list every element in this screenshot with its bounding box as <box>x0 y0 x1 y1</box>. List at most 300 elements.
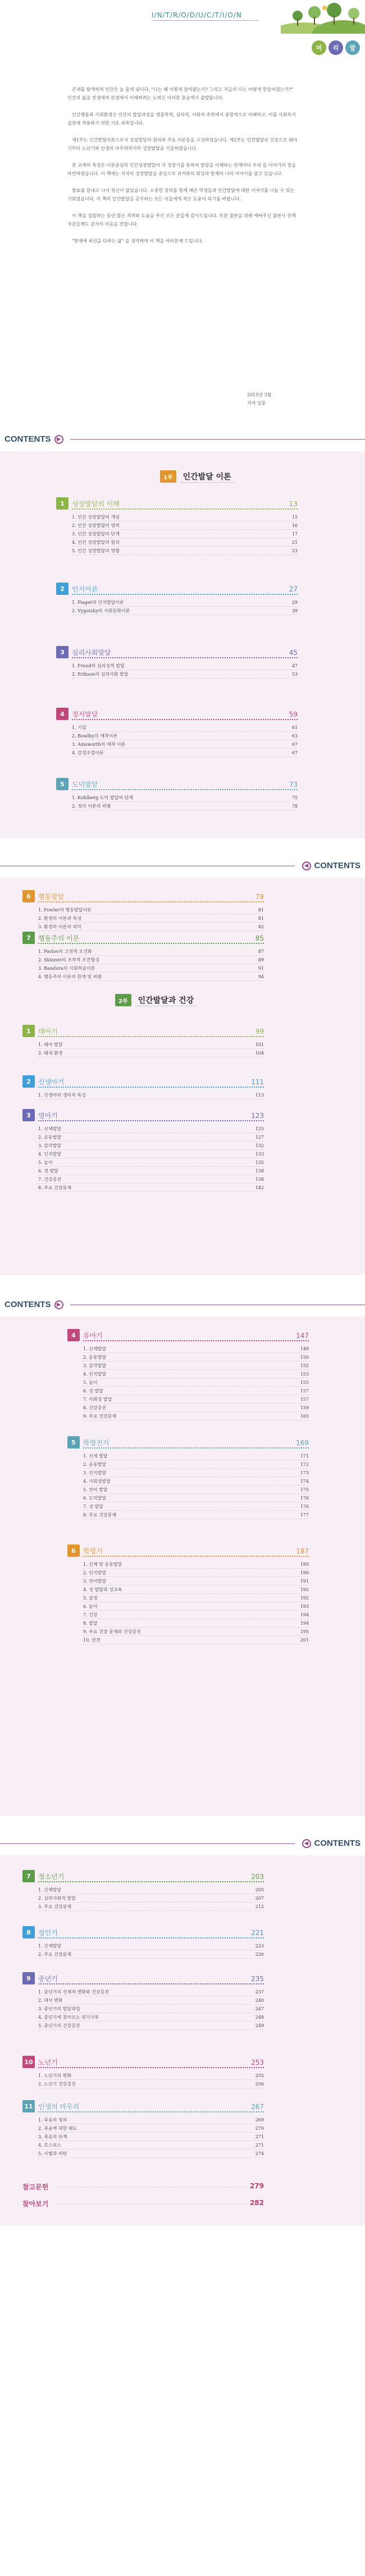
section-entry[interactable] <box>72 740 298 749</box>
section-page: 67 <box>291 750 298 755</box>
section-entry[interactable] <box>83 1477 309 1486</box>
part-heading <box>160 469 235 484</box>
section-entry[interactable] <box>83 1585 309 1594</box>
chapter-rule <box>38 1087 264 1088</box>
arrow-left-icon: ◀ <box>302 861 311 870</box>
contents-page-2 <box>0 878 365 1275</box>
section-entry[interactable] <box>83 1378 309 1387</box>
chapter-heading[interactable] <box>22 889 264 902</box>
section-title: 7. 사회성 발달 <box>83 1397 112 1402</box>
chapter-heading[interactable] <box>67 1543 309 1557</box>
section-title: 1. 인간 성장발달의 개념 <box>72 515 120 520</box>
part-badge: 2부 <box>115 994 131 1006</box>
section-entry[interactable] <box>83 1611 309 1619</box>
chapter-number: 5 <box>56 778 69 790</box>
section-entry[interactable] <box>38 923 264 931</box>
section-entry[interactable] <box>38 1894 264 1903</box>
chapter-block <box>22 2099 264 2158</box>
section-entry[interactable] <box>83 1636 309 1644</box>
chapter-title[interactable]: 행동발달 <box>38 893 65 901</box>
section-title: 2. 환경의 이론과 특성 <box>38 916 82 921</box>
section-title: 2. 운동발달 <box>38 1135 62 1140</box>
part-badge: 1부 <box>160 470 176 483</box>
section-title: 1. Pavlov의 고전적 조건화 <box>38 949 92 954</box>
section-entry[interactable] <box>38 956 264 964</box>
chapter-block <box>22 1925 264 1959</box>
section-page: 15 <box>291 515 298 520</box>
chapter-title[interactable]: 심리사회발달 <box>72 649 111 657</box>
section-title: 3. 인간 성장발달의 단계 <box>72 531 120 537</box>
section-title: 2. 인지발달 <box>83 1570 107 1575</box>
section-entry[interactable] <box>38 2071 264 2080</box>
section-entry[interactable] <box>83 1511 309 1519</box>
section-page: 142 <box>255 1185 264 1190</box>
section-page: 127 <box>255 1135 264 1140</box>
chapter-rule <box>38 2111 264 2112</box>
section-list <box>38 906 264 931</box>
section-entry[interactable] <box>83 1387 309 1395</box>
section-entry[interactable] <box>83 1619 309 1628</box>
section-page: 133 <box>255 1152 264 1157</box>
chapter-heading[interactable] <box>56 496 298 510</box>
section-title: 6. 도덕발달 <box>83 1496 107 1501</box>
hills-illustration <box>281 0 365 34</box>
section-page: 75 <box>291 795 298 800</box>
section-title: 4. 인지발달 <box>38 1152 62 1157</box>
section-page: 21 <box>291 540 298 545</box>
section-entry[interactable] <box>83 1404 309 1412</box>
chapter-rule <box>72 508 298 510</box>
contents-heading <box>302 861 361 870</box>
chapter-number: 4 <box>67 1329 80 1341</box>
section-page: 47 <box>291 663 298 668</box>
chapter-heading[interactable] <box>56 645 298 658</box>
section-entry[interactable] <box>38 2080 264 2088</box>
section-entry[interactable] <box>38 2116 264 2124</box>
chapter-block <box>56 581 298 615</box>
section-entry[interactable] <box>38 1175 264 1184</box>
intro-body <box>67 85 298 254</box>
section-entry[interactable] <box>38 1091 264 1099</box>
section-entry[interactable] <box>72 670 298 679</box>
chapter-page: 85 <box>255 934 264 942</box>
section-page: 195 <box>300 1629 309 1634</box>
section-entry[interactable] <box>38 2013 264 2022</box>
section-page: 226 <box>255 1952 264 1957</box>
intro-title: I/N/T/R/O/D/U/C/T/I/O/N <box>152 11 242 19</box>
section-entry[interactable] <box>83 1560 309 1569</box>
chapter-title[interactable]: 노년기 <box>38 2059 58 2066</box>
chapter-rule <box>72 789 298 790</box>
section-title: 7. 건강증진 <box>38 1177 62 1182</box>
section-entry[interactable] <box>38 1942 264 1950</box>
section-page: 205 <box>255 1887 264 1892</box>
section-page: 87 <box>258 949 264 954</box>
section-title: 1. Kohlberg 도덕 발달의 단계 <box>72 795 133 800</box>
section-list <box>38 1942 264 1959</box>
divider <box>70 439 365 440</box>
contents-label: CONTENTS <box>314 1839 361 1848</box>
chapter-rule <box>38 901 264 902</box>
section-title: 3. Bandura의 사회학습이론 <box>38 966 95 971</box>
section-entry[interactable] <box>72 723 298 732</box>
section-page: 155 <box>300 1380 309 1385</box>
contents-band <box>0 432 365 447</box>
section-page: 67 <box>291 742 298 747</box>
section-list <box>38 1886 264 1911</box>
section-list <box>72 662 298 679</box>
section-entry[interactable] <box>38 973 264 981</box>
section-list <box>83 1560 309 1644</box>
section-page: 29 <box>291 600 298 605</box>
section-title: 6. 놀이 <box>83 1604 98 1609</box>
section-page: 150 <box>300 1355 309 1360</box>
chapter-heading[interactable] <box>22 1925 264 1938</box>
section-page: 271 <box>255 2134 264 2139</box>
section-page: 23 <box>291 548 298 553</box>
chapter-number: 8 <box>22 1926 35 1938</box>
section-list <box>72 513 298 555</box>
section-entry[interactable] <box>72 802 298 810</box>
chapter-page: 123 <box>251 1112 264 1120</box>
section-page: 175 <box>300 1487 309 1492</box>
section-entry[interactable] <box>83 1486 309 1494</box>
section-entry[interactable] <box>72 662 298 670</box>
section-page: 159 <box>300 1405 309 1410</box>
section-entry[interactable] <box>38 1988 264 1996</box>
section-entry[interactable] <box>83 1362 309 1370</box>
section-title: 2. 노년기 건강증진 <box>38 2082 76 2087</box>
section-entry[interactable] <box>83 1469 309 1477</box>
section-entry[interactable] <box>83 1345 309 1353</box>
section-title: 8. 발달 <box>83 1621 98 1626</box>
section-entry[interactable] <box>38 2133 264 2141</box>
back-matter-title: 참고문헌 <box>22 2183 49 2191</box>
contents-band <box>0 859 365 873</box>
section-title: 4. 인지발달 <box>83 1372 107 1377</box>
section-entry[interactable] <box>83 1412 309 1420</box>
section-entry[interactable] <box>83 1460 309 1469</box>
section-title: 3. Ainsworth의 애착 이론 <box>72 742 126 747</box>
section-entry[interactable] <box>72 598 298 607</box>
section-page: 125 <box>255 1126 264 1131</box>
chapter-title[interactable]: 행동주의 이론 <box>38 934 80 942</box>
intro-paragraph: "현재에 최선을 다하는 삶" 을 생각하며 이 책을 여러분께 드립니다. <box>72 239 203 244</box>
spacer <box>0 1275 365 1298</box>
section-list <box>38 1125 264 1192</box>
section-entry[interactable] <box>38 1996 264 2005</box>
section-title: 4. 인간 성장발달의 원리 <box>72 540 120 545</box>
section-page: 82 <box>258 924 264 929</box>
section-entry[interactable] <box>38 1903 264 1911</box>
section-list <box>38 2116 264 2158</box>
section-title: 2. 인간 성장발달의 영역 <box>72 523 120 528</box>
contents-label: CONTENTS <box>4 434 51 444</box>
section-entry[interactable] <box>72 513 298 521</box>
back-matter-page: 282 <box>249 2199 264 2207</box>
chapter-number: 5 <box>67 1436 80 1449</box>
chapter-rule <box>72 594 298 595</box>
section-entry[interactable] <box>83 1628 309 1636</box>
section-title: 1. Fowler의 행동발달이론 <box>38 907 92 913</box>
section-entry[interactable] <box>38 947 264 956</box>
section-title: 5. 놀이 <box>83 1380 98 1385</box>
section-entry[interactable] <box>38 1167 264 1175</box>
chapter-title[interactable]: 학령전기 <box>83 1439 110 1447</box>
section-entry[interactable] <box>72 521 298 530</box>
section-page: 94 <box>258 974 264 979</box>
section-page: 135 <box>255 1160 264 1165</box>
section-entry[interactable] <box>72 547 298 555</box>
section-entry[interactable] <box>38 1950 264 1959</box>
section-title: 2. 죽음에 대한 태도 <box>38 2126 77 2131</box>
section-entry[interactable] <box>72 749 298 757</box>
chapter-block <box>22 1024 264 1057</box>
section-page: 270 <box>255 2126 264 2131</box>
section-entry[interactable] <box>72 538 298 547</box>
section-entry[interactable] <box>38 914 264 923</box>
section-entry[interactable] <box>83 1577 309 1585</box>
section-page: 190 <box>300 1570 309 1575</box>
chapter-title[interactable]: 유아기 <box>83 1332 103 1340</box>
chapter-block <box>22 931 264 981</box>
section-title: 7. 건강 <box>83 1612 98 1617</box>
section-entry[interactable] <box>38 1049 264 1057</box>
chapter-number: 10 <box>22 2056 35 2068</box>
section-title: 5. 감정 <box>83 1596 98 1601</box>
section-page: 101 <box>255 1042 264 1047</box>
chapter-heading[interactable] <box>56 581 298 595</box>
chapter-rule <box>72 719 298 720</box>
section-page: 271 <box>255 2143 264 2148</box>
chapter-heading[interactable] <box>22 1074 264 1088</box>
section-page: 192 <box>300 1587 309 1592</box>
section-entry[interactable] <box>83 1370 309 1378</box>
section-title: 3. 주요 건강문제 <box>38 1904 72 1909</box>
chapter-rule <box>38 1120 264 1121</box>
section-page: 153 <box>300 1372 309 1377</box>
section-page: 201 <box>300 1638 309 1643</box>
section-page: 113 <box>255 1093 264 1098</box>
back-matter-title: 찾아보기 <box>22 2200 49 2208</box>
section-entry[interactable] <box>38 1041 264 1049</box>
chapter-page: 235 <box>251 1975 264 1983</box>
section-title: 1. 신체발달 <box>38 1944 62 1949</box>
section-entry[interactable] <box>38 1886 264 1894</box>
chapter-heading[interactable] <box>22 1024 264 1037</box>
chapter-title[interactable]: 청소년기 <box>38 1873 65 1881</box>
section-entry[interactable] <box>38 2124 264 2133</box>
section-entry[interactable] <box>38 1133 264 1142</box>
section-title: 3. 감각발달 <box>83 1363 107 1368</box>
chapter-number: 2 <box>56 583 69 595</box>
chapter-heading[interactable] <box>22 2055 264 2068</box>
chapter-block <box>56 777 298 810</box>
arrow-right-icon: ▶ <box>54 435 63 444</box>
section-entry[interactable] <box>38 964 264 973</box>
section-entry[interactable] <box>83 1395 309 1404</box>
chapter-rule <box>38 943 264 944</box>
chapter-number: 1 <box>56 497 69 510</box>
section-title: 8. 주요 건강문제 <box>38 1185 72 1190</box>
section-list <box>38 2071 264 2088</box>
divider <box>0 865 295 867</box>
chapter-rule <box>38 1881 264 1882</box>
chapter-page: 13 <box>289 500 298 508</box>
chapter-title[interactable]: 중년기 <box>38 1975 58 1983</box>
section-page: 152 <box>300 1363 309 1368</box>
section-title: 4. 호스피스 <box>38 2143 62 2148</box>
section-entry[interactable] <box>72 732 298 740</box>
section-title: 4. 행동주의 이론의 한계 및 비평 <box>38 974 102 979</box>
section-entry[interactable] <box>38 1158 264 1167</box>
intro-paragraph: 본 교재의 특징은 이론중심의 인간성장발달이 각 성장기를 통하여 발달을 이해하는 단계마다 우리 들 이야기의 장을 마련하였습니다. 이 책에는 저자의 성장발달을 중심으로 과거와의 회상과 현재의 나의 이야기를 담고 있습니다. <box>67 163 296 176</box>
spacer <box>0 1816 365 1836</box>
section-entry[interactable] <box>38 906 264 914</box>
section-page: 39 <box>291 608 298 613</box>
chapter-title[interactable]: 태아기 <box>38 1028 58 1035</box>
section-title: 3. 감각발달 <box>38 1143 62 1148</box>
chapter-title[interactable]: 학령기 <box>83 1547 103 1555</box>
section-entry[interactable] <box>83 1502 309 1511</box>
section-title: 5. 사별과 비탄 <box>38 2151 67 2156</box>
section-title: 9. 주요 건강문제 <box>83 1414 117 1419</box>
back-matter-page: 279 <box>249 2182 264 2190</box>
section-entry[interactable] <box>83 1569 309 1577</box>
section-title: 5. 인간 성장발달의 영향 <box>72 548 120 553</box>
section-entry[interactable] <box>72 794 298 802</box>
section-entry[interactable] <box>83 1602 309 1611</box>
section-title: 1. 노년기의 변화 <box>38 2073 72 2078</box>
section-title: 2. Erikson의 심리사회 발달 <box>72 672 129 677</box>
chapter-rule <box>38 2067 264 2068</box>
chapter-title[interactable]: 인생의 마무리 <box>38 2103 80 2111</box>
chapter-rule <box>38 1983 264 1984</box>
intro-signature <box>247 391 271 407</box>
section-page: 248 <box>255 2015 264 2020</box>
chapter-title[interactable]: 성장발달의 이해 <box>72 500 120 508</box>
section-title: 6. 성 발달 <box>83 1388 103 1394</box>
section-list <box>83 1452 309 1519</box>
section-page: 149 <box>300 1346 309 1351</box>
section-page: 249 <box>255 2023 264 2028</box>
contents-page-1 <box>0 451 365 838</box>
divider <box>152 20 258 21</box>
section-title: 2. 운동발달 <box>83 1355 107 1360</box>
chapter-heading[interactable] <box>22 931 264 944</box>
section-title: 2. Vygotsky의 사회문화이론 <box>72 608 130 613</box>
chapter-block <box>22 2055 264 2088</box>
section-page: 247 <box>255 2006 264 2011</box>
section-entry[interactable] <box>38 1184 264 1192</box>
section-title: 1. 태아 발달 <box>38 1042 63 1047</box>
section-entry[interactable] <box>38 1142 264 1150</box>
section-entry[interactable] <box>83 1452 309 1460</box>
section-entry[interactable] <box>72 530 298 538</box>
section-title: 5. 중년기의 건강증진 <box>38 2023 80 2028</box>
section-title: 2. Bowlby의 애착이론 <box>72 734 118 739</box>
section-entry[interactable] <box>38 2149 264 2158</box>
chapter-heading[interactable] <box>67 1435 309 1449</box>
section-entry[interactable] <box>38 2141 264 2149</box>
contents-band <box>0 1298 365 1312</box>
section-page: 53 <box>291 672 298 677</box>
section-title: 2. 대사 변화 <box>38 1998 63 2003</box>
section-page: 63 <box>291 734 298 739</box>
chapter-title[interactable]: 도덕발달 <box>72 781 98 789</box>
chapter-page: 221 <box>251 1929 264 1937</box>
section-title: 1. 신체 및 운동발달 <box>83 1562 122 1567</box>
section-page: 91 <box>258 966 264 971</box>
divider <box>0 1843 295 1844</box>
section-page: 61 <box>291 725 298 730</box>
chapter-title[interactable]: 신생아기 <box>38 1078 65 1086</box>
chapter-heading[interactable] <box>22 1108 264 1121</box>
preface-circle: 리 <box>328 40 343 55</box>
section-title: 3. 중년기의 발달과업 <box>38 2006 80 2011</box>
chapter-heading[interactable] <box>22 1869 264 1882</box>
chapter-title[interactable]: 성인기 <box>38 1929 58 1937</box>
back-matter-entry[interactable] <box>22 2182 264 2192</box>
chapter-block <box>67 1543 309 1644</box>
section-page: 255 <box>255 2073 264 2078</box>
section-entry[interactable] <box>38 1125 264 1133</box>
section-entry[interactable] <box>83 1594 309 1602</box>
back-matter-entry[interactable] <box>22 2199 264 2208</box>
divider <box>70 1304 365 1305</box>
section-title: 9. 주요 건강 문제와 건강증진 <box>83 1629 141 1634</box>
section-title: 1. 기질 <box>72 725 86 730</box>
section-page: 193 <box>300 1604 309 1609</box>
section-page: 174 <box>300 1479 309 1484</box>
section-entry[interactable] <box>38 1150 264 1158</box>
section-page: 172 <box>300 1462 309 1467</box>
chapter-block <box>22 1869 264 1911</box>
chapter-heading[interactable] <box>22 1971 264 1984</box>
section-entry[interactable] <box>38 2022 264 2030</box>
chapter-heading[interactable] <box>22 2099 264 2112</box>
section-title: 1. 신체발달 <box>38 1126 62 1131</box>
chapter-page: 45 <box>289 649 298 657</box>
chapter-block <box>22 1971 264 2030</box>
part-title: 인간발달과 건강 <box>135 994 198 1006</box>
chapter-number: 7 <box>22 1870 35 1882</box>
section-entry[interactable] <box>83 1353 309 1362</box>
section-entry[interactable] <box>83 1494 309 1502</box>
chapter-title[interactable]: 영아기 <box>38 1112 58 1120</box>
chapter-title[interactable]: 정서발달 <box>72 711 98 718</box>
section-entry[interactable] <box>38 2005 264 2013</box>
chapter-page: 111 <box>251 1078 264 1086</box>
intro-paragraph: 이 책을 집필하는 동안 많은 격려와 도움을 주신 모든 분들께 감사드립니다. 또한 출판을 위해 애써주신 출판사 관계자분들께도 감사의 마음을 전합니다. <box>67 213 296 227</box>
section-page: 138 <box>255 1168 264 1174</box>
back-matter-rule <box>56 2187 247 2188</box>
chapter-heading[interactable] <box>56 777 298 790</box>
section-page: 189 <box>300 1562 309 1567</box>
section-entry[interactable] <box>72 607 298 615</box>
section-title: 1. Freud의 심리성적 발달 <box>72 663 125 668</box>
section-title: 1. 죽음의 정의 <box>38 2117 67 2123</box>
chapter-title[interactable]: 인지이론 <box>72 585 98 593</box>
intro-author: 저자 일동 <box>247 401 266 406</box>
contents-heading <box>4 434 63 444</box>
section-page: 237 <box>255 1990 264 1995</box>
section-page: 132 <box>255 1143 264 1148</box>
contents-heading <box>4 1300 63 1309</box>
chapter-heading[interactable] <box>67 1328 309 1341</box>
section-title: 7. 성 발달 <box>83 1504 103 1509</box>
chapter-heading[interactable] <box>56 707 298 720</box>
